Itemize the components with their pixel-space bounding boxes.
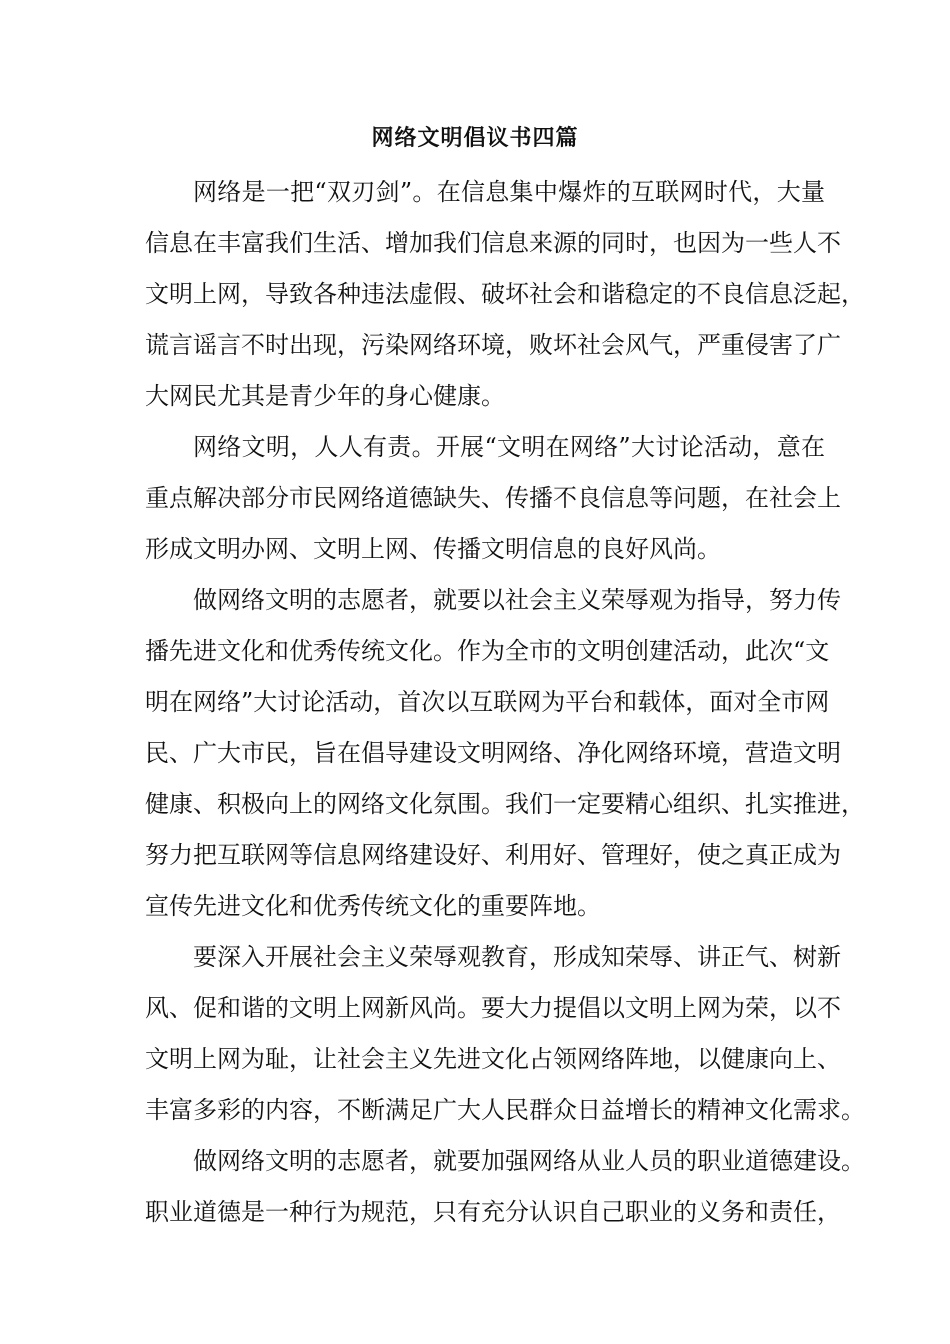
paragraph-line: 明在网络”大讨论活动，首次以互联网为平台和载体，面对全市网 (145, 688, 830, 716)
paragraph-line: 民、广大市民，旨在倡导建设文明网络、净化网络环境，营造文明 (145, 739, 841, 767)
paragraph-line: 形成文明办网、文明上网、传播文明信息的良好风尚。 (145, 535, 721, 563)
paragraph-line: 网络是一把“双刃剑”。在信息集中爆炸的互联网时代，大量 (193, 178, 825, 206)
paragraph-line: 健康、积极向上的网络文化氛围。我们一定要精心组织、扎实推进， (145, 790, 865, 818)
paragraph-line: 要深入开展社会主义荣辱观教育，形成知荣辱、讲正气、树新 (193, 943, 841, 971)
paragraph-line: 丰富多彩的内容，不断满足广大人民群众日益增长的精神文化需求。 (145, 1096, 865, 1124)
paragraph-line: 大网民尤其是青少年的身心健康。 (145, 382, 505, 410)
paragraph-line: 做网络文明的志愿者，就要以社会主义荣辱观为指导，努力传 (193, 586, 841, 614)
paragraph-line: 宣传先进文化和优秀传统文化的重要阵地。 (145, 892, 601, 920)
paragraph-line: 谎言谣言不时出现，污染网络环境，败坏社会风气，严重侵害了广 (145, 331, 841, 359)
paragraph-line: 做网络文明的志愿者，就要加强网络从业人员的职业道德建设。 (193, 1147, 865, 1175)
paragraph-line: 重点解决部分市民网络道德缺失、传播不良信息等问题，在社会上 (145, 484, 841, 512)
paragraph-line: 文明上网，导致各种违法虚假、破坏社会和谐稳定的不良信息泛起， (145, 280, 865, 308)
paragraph-line: 职业道德是一种行为规范，只有充分认识自己职业的义务和责任， (145, 1198, 841, 1226)
paragraph-line: 努力把互联网等信息网络建设好、利用好、管理好，使之真正成为 (145, 841, 841, 869)
paragraph-line: 风、促和谐的文明上网新风尚。要大力提倡以文明上网为荣，以不 (145, 994, 841, 1022)
document-title: 网络文明倡议书四篇 (371, 125, 579, 151)
paragraph-line: 网络文明，人人有责。开展“文明在网络”大讨论活动，意在 (193, 433, 825, 461)
paragraph-line: 播先进文化和优秀传统文化。作为全市的文明创建活动，此次“文 (145, 637, 830, 665)
paragraph-line: 信息在丰富我们生活、增加我们信息来源的同时，也因为一些人不 (145, 229, 841, 257)
paragraph-line: 文明上网为耻，让社会主义先进文化占领网络阵地，以健康向上、 (145, 1045, 841, 1073)
